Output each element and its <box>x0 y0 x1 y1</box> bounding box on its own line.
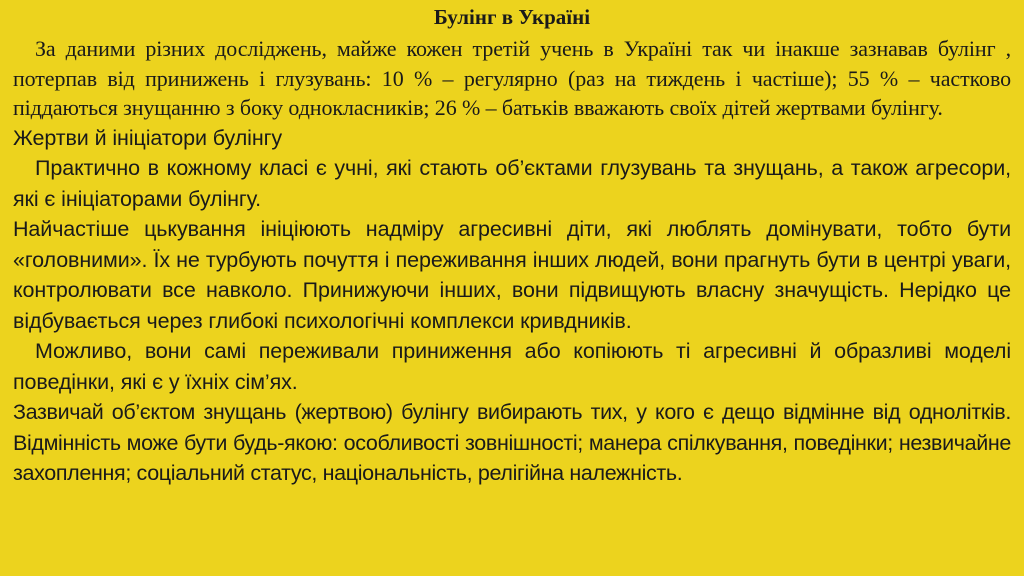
victim-selection-paragraph: Зазвичай об’єктом знущань (жертвою) булінгу вибирають тих, у кого є дещо відмінне від однолітків. Відмінність може бути будь-якою: особливості зовнішності; манера спілкування, поведінки; незвичайне захоплення; соціальний статус, національність, релігійна належність. <box>13 400 1011 485</box>
section-heading: Жертви й ініціатори булінгу <box>13 125 282 150</box>
victims-aggressors-paragraph: Практично в кожному класі є учні, які стають об’єктами глузувань та знущань, а також агресори, які є ініціаторами булінгу. <box>13 156 1011 211</box>
slide-title: Булінг в Україні <box>433 5 591 29</box>
initiators-paragraph: Найчастіше цькування ініціюють надміру агресивні діти, які люблять домінувати, тобто бути «головними». Їх не турбують почуття і переживання інших людей, вони прагнуть бути в центрі уваги, контролювати все навколо. Принижуючи інших, вони підвищують власну значущість. Нерідко це відбувається через глибокі психологічні комплекси кривдників. <box>13 217 1011 333</box>
family-models-paragraph: Можливо, вони самі переживали приниження або копіюють ті агресивні й образливі моделі поведінки, які є у їхніх сім’ях. <box>13 339 1011 394</box>
intro-paragraph: За даними різних досліджень, майже кожен третій учень в Україні так чи інакше зазнавав булінг , потерпав від принижень і глузувань: 10 % – регулярно (раз на тиждень і частіше); 55 % – частково піддаються знущанню з боку однокласників; 26 % – батьків вважають своїх дітей жертвами булінгу. <box>13 36 1011 120</box>
